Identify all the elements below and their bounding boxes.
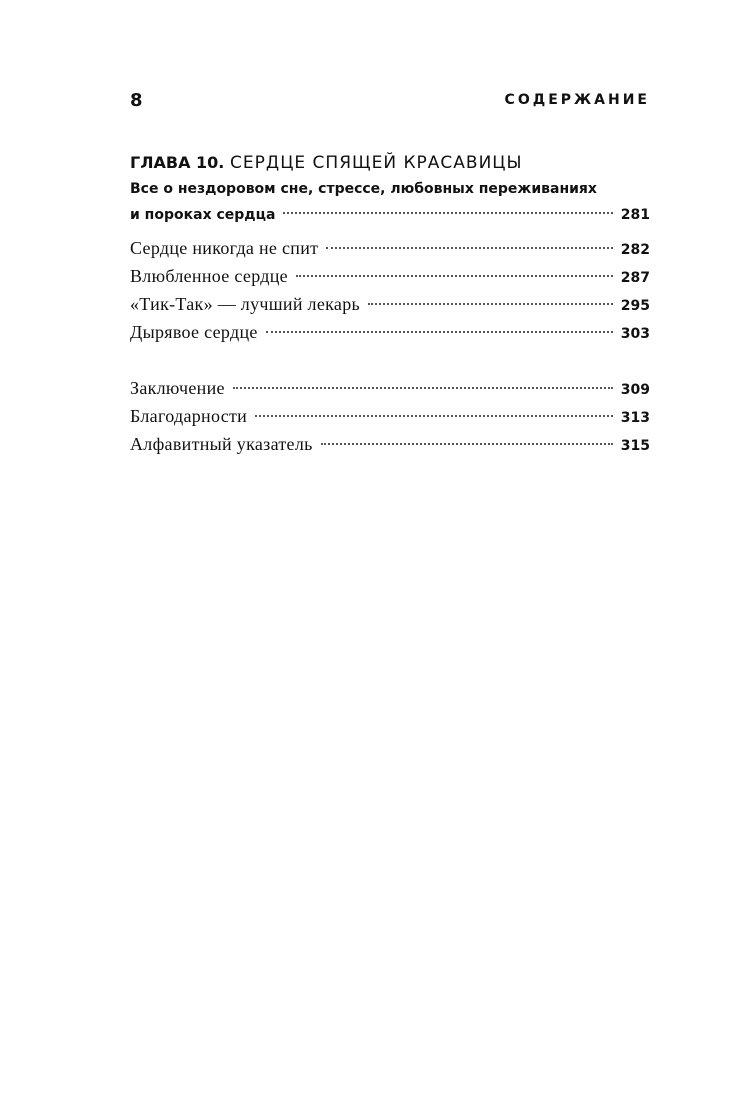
chapter-title: СЕРДЦЕ СПЯЩЕЙ КРАСАВИЦЫ bbox=[230, 153, 523, 173]
chapter-subtitle-line-2: и пороках сердца bbox=[130, 207, 276, 223]
page-number: 8 bbox=[130, 89, 143, 111]
table-of-contents bbox=[130, 150, 650, 458]
toc-entry bbox=[130, 290, 650, 318]
dot-leader bbox=[368, 303, 613, 305]
dot-leader bbox=[233, 387, 613, 389]
page-ref: 282 bbox=[620, 242, 650, 258]
dot-leader bbox=[296, 275, 613, 277]
toc-entry bbox=[130, 234, 650, 262]
entry-title: Влюбленное сердце bbox=[130, 266, 288, 286]
toc-entry bbox=[130, 402, 650, 430]
page-ref: 287 bbox=[620, 270, 650, 286]
page-ref: 303 bbox=[620, 326, 650, 342]
chapter-subtitle-line-1: Все о нездоровом сне, стрессе, любовных переживаниях bbox=[130, 181, 597, 197]
page-header bbox=[130, 88, 650, 112]
dot-leader bbox=[321, 443, 613, 445]
chapter-subtitle-entry bbox=[130, 202, 650, 228]
running-title: СОДЕРЖАНИЕ bbox=[504, 92, 650, 108]
entry-title: Благодарности bbox=[130, 406, 248, 426]
entry-title: Алфавитный указатель bbox=[130, 434, 313, 454]
entry-title: Сердце никогда не спит bbox=[130, 238, 319, 258]
page-ref: 315 bbox=[620, 438, 650, 454]
entry-title: «Тик-Так» — лучший лекарь bbox=[130, 294, 361, 314]
dot-leader bbox=[255, 415, 613, 417]
toc-entry bbox=[130, 318, 650, 346]
entry-title: Заключение bbox=[130, 378, 225, 398]
page-ref: 313 bbox=[620, 410, 650, 426]
chapter-label: ГЛАВА 10. bbox=[130, 153, 225, 172]
page-ref: 281 bbox=[620, 207, 650, 223]
dot-leader bbox=[283, 212, 612, 214]
entry-title: Дырявое сердце bbox=[130, 322, 258, 342]
dot-leader bbox=[326, 247, 612, 249]
page-ref: 309 bbox=[620, 382, 650, 398]
dot-leader bbox=[266, 331, 613, 333]
toc-entry bbox=[130, 374, 650, 402]
spacer bbox=[130, 346, 650, 374]
toc-entry bbox=[130, 262, 650, 290]
page-ref: 295 bbox=[620, 298, 650, 314]
toc-entry bbox=[130, 430, 650, 458]
chapter-heading bbox=[130, 150, 650, 176]
